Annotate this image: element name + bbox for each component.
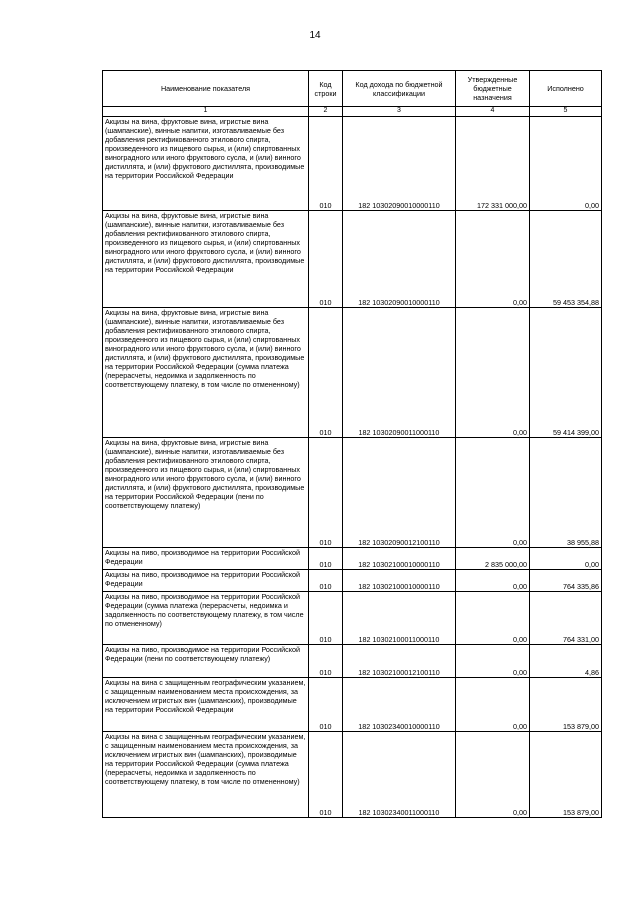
row-code: 010 bbox=[309, 731, 343, 817]
row-name: Акцизы на вина с защищенным географическим указанием, с защищенным наименованием места происхождения, за исключением игристых вин (шампанских), производимые на территории Российской Федерации (сумма платежа (перерасчеты, недоимка и задолженность по соответствующему платежу, в том числе по отмененному) bbox=[103, 731, 309, 817]
row-name: Акцизы на вина, фруктовые вина, игристые вина (шампанские), винные напитки, изготавливаемые без добавления ректификованного этилового спирта, произведенного из пищевого сырья, и (или) спиртованных виноградного или иного фруктового сусла, и (или) винного дистиллята, и (или) фруктового дистиллята, производимые на территории Российской Федерации bbox=[103, 116, 309, 210]
table-row bbox=[103, 307, 602, 437]
row-code: 010 bbox=[309, 644, 343, 677]
row-executed: 59 414 399,00 bbox=[530, 307, 602, 437]
column-number: 4 bbox=[456, 107, 530, 117]
row-code: 010 bbox=[309, 116, 343, 210]
row-kbk: 182 10302100010000110 bbox=[343, 569, 456, 591]
table-row bbox=[103, 644, 602, 677]
row-code: 010 bbox=[309, 307, 343, 437]
row-approved: 0,00 bbox=[456, 569, 530, 591]
table-row bbox=[103, 569, 602, 591]
row-code: 010 bbox=[309, 569, 343, 591]
row-approved: 172 331 000,00 bbox=[456, 116, 530, 210]
header-row bbox=[103, 71, 602, 107]
row-kbk: 182 10302090010000110 bbox=[343, 210, 456, 307]
row-executed: 764 335,86 bbox=[530, 569, 602, 591]
table-row bbox=[103, 547, 602, 569]
row-executed: 59 453 354,88 bbox=[530, 210, 602, 307]
column-number: 3 bbox=[343, 107, 456, 117]
row-executed: 38 955,88 bbox=[530, 437, 602, 547]
row-kbk: 182 10302090010000110 bbox=[343, 116, 456, 210]
row-kbk: 182 10302340010000110 bbox=[343, 677, 456, 731]
row-kbk: 182 10302100011000110 bbox=[343, 591, 456, 644]
row-approved: 0,00 bbox=[456, 591, 530, 644]
table-row bbox=[103, 591, 602, 644]
row-kbk: 182 10302090012100110 bbox=[343, 437, 456, 547]
column-number: 5 bbox=[530, 107, 602, 117]
row-kbk: 182 10302100010000110 bbox=[343, 547, 456, 569]
header-code: Код строки bbox=[309, 71, 343, 107]
table-row bbox=[103, 116, 602, 210]
table-row bbox=[103, 437, 602, 547]
row-code: 010 bbox=[309, 591, 343, 644]
row-approved: 0,00 bbox=[456, 731, 530, 817]
header-name: Наименование показателя bbox=[103, 71, 309, 107]
row-name: Акцизы на вина, фруктовые вина, игристые вина (шампанские), винные напитки, изготавливаемые без добавления ректификованного этилового спирта, произведенного из пищевого сырья, и (или) спиртованных виноградного или иного фруктового сусла, и (или) винного дистиллята, и (или) фруктового дистиллята, производимые на территории Российской Федерации (пени по соответствующему платежу) bbox=[103, 437, 309, 547]
column-number: 1 bbox=[103, 107, 309, 117]
column-number: 2 bbox=[309, 107, 343, 117]
header-executed: Исполнено bbox=[530, 71, 602, 107]
row-executed: 0,00 bbox=[530, 116, 602, 210]
column-number-row bbox=[103, 107, 602, 117]
row-executed: 764 331,00 bbox=[530, 591, 602, 644]
header-kbk: Код дохода по бюджетной классификации bbox=[343, 71, 456, 107]
table-row bbox=[103, 731, 602, 817]
row-name: Акцизы на пиво, производимое на территории Российской Федерации (пени по соответствующему платежу) bbox=[103, 644, 309, 677]
row-kbk: 182 10302090011000110 bbox=[343, 307, 456, 437]
row-name: Акцизы на пиво, производимое на территории Российской Федерации (сумма платежа (перерасчеты, недоимка и задолженность по соответствующему платежу, в том числе по отмененному) bbox=[103, 591, 309, 644]
row-approved: 2 835 000,00 bbox=[456, 547, 530, 569]
row-executed: 153 879,00 bbox=[530, 677, 602, 731]
row-approved: 0,00 bbox=[456, 677, 530, 731]
row-approved: 0,00 bbox=[456, 210, 530, 307]
row-name: Акцизы на пиво, производимое на территории Российской Федерации bbox=[103, 569, 309, 591]
row-approved: 0,00 bbox=[456, 307, 530, 437]
row-approved: 0,00 bbox=[456, 437, 530, 547]
row-executed: 153 879,00 bbox=[530, 731, 602, 817]
table-row bbox=[103, 677, 602, 731]
table-row bbox=[103, 210, 602, 307]
row-kbk: 182 10302100012100110 bbox=[343, 644, 456, 677]
row-name: Акцизы на вина, фруктовые вина, игристые вина (шампанские), винные напитки, изготавливаемые без добавления ректификованного этилового спирта, произведенного из пищевого сырья, и (или) спиртованных виноградного или иного фруктового сусла, и (или) винного дистиллята, и (или) фруктового дистиллята, производимые на территории Российской Федерации bbox=[103, 210, 309, 307]
row-name: Акцизы на вина с защищенным географическим указанием, с защищенным наименованием места происхождения, за исключением игристых вин (шампанских), производимые на территории Российской Федерации bbox=[103, 677, 309, 731]
row-name: Акцизы на пиво, производимое на территории Российской Федерации bbox=[103, 547, 309, 569]
row-kbk: 182 10302340011000110 bbox=[343, 731, 456, 817]
header-approved: Утвержденные бюджетные назначения bbox=[456, 71, 530, 107]
row-executed: 4,86 bbox=[530, 644, 602, 677]
row-approved: 0,00 bbox=[456, 644, 530, 677]
row-code: 010 bbox=[309, 547, 343, 569]
row-name: Акцизы на вина, фруктовые вина, игристые вина (шампанские), винные напитки, изготавливаемые без добавления ректификованного этилового спирта, произведенного из пищевого сырья, и (или) спиртованных виноградного или иного фруктового сусла, и (или) винного дистиллята, и (или) фруктового дистиллята, производимые на территории Российской Федерации (сумма платежа (перерасчеты, недоимка и задолженность по соответствующему платежу, в том числе по отмененному) bbox=[103, 307, 309, 437]
row-code: 010 bbox=[309, 677, 343, 731]
page-number: 14 bbox=[309, 30, 321, 41]
row-code: 010 bbox=[309, 210, 343, 307]
row-executed: 0,00 bbox=[530, 547, 602, 569]
revenue-table bbox=[102, 70, 602, 818]
row-code: 010 bbox=[309, 437, 343, 547]
